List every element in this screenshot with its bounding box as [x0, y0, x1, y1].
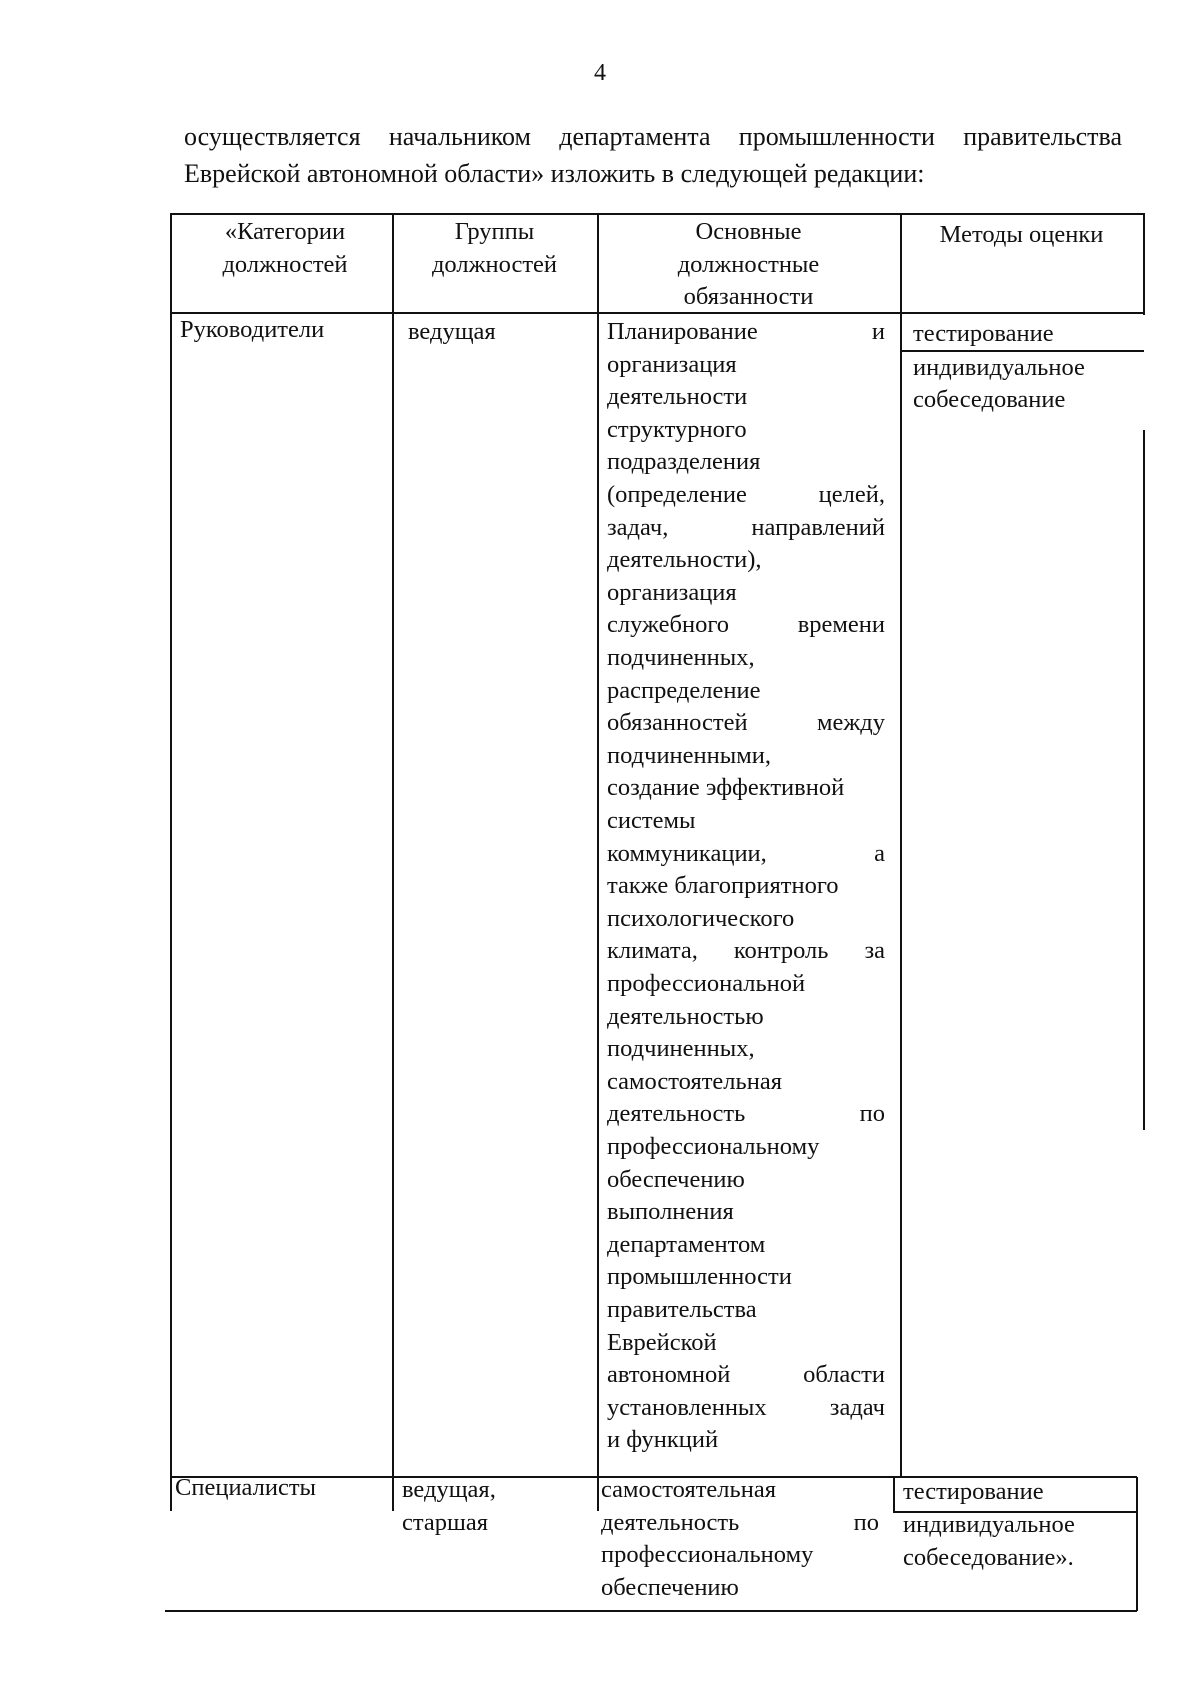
duty-line: [607, 838, 885, 871]
duty-line: [607, 772, 885, 805]
duty-word: климата,: [607, 937, 698, 965]
duty-word: обеспечению: [601, 1573, 739, 1601]
duty-word: также благоприятного: [607, 872, 839, 900]
duty-word: подразделения: [607, 448, 761, 476]
duty-line: [607, 1229, 885, 1262]
duty-line: [607, 577, 885, 610]
header-duties: Основные должностные обязанности: [677, 218, 820, 311]
header-methods: Методы оценки: [939, 221, 1104, 248]
duty-word: автономной: [607, 1361, 731, 1389]
row1-method-1: тестирование: [913, 320, 1054, 347]
duty-word: по: [859, 1100, 885, 1128]
duty-word: деятельность: [601, 1508, 740, 1536]
duty-word: департаментом: [607, 1230, 766, 1258]
duty-line: [607, 805, 885, 838]
header-category: «Категории должностей: [222, 218, 348, 278]
duty-word: области: [803, 1361, 885, 1389]
duty-line: [607, 1066, 885, 1099]
duty-word: Планирование: [607, 318, 758, 345]
duty-word: деятельности: [607, 383, 748, 411]
duty-word: самостоятельная: [601, 1476, 776, 1503]
duty-line: [607, 512, 885, 545]
table-border-bottom: [165, 1610, 1137, 1612]
duty-word: направлений: [751, 513, 885, 541]
duty-line: [607, 675, 885, 708]
duty-word: Еврейской: [607, 1328, 717, 1356]
duty-word: подчиненных,: [607, 644, 755, 671]
duty-word: и функций: [607, 1426, 719, 1454]
header-group: Группы должностей: [431, 218, 558, 278]
duty-word: распределение: [607, 676, 761, 704]
duty-word: деятельностью: [607, 1002, 764, 1030]
duty-word: организация: [607, 578, 737, 606]
duty-line: [607, 1164, 885, 1197]
duty-line: [607, 1261, 885, 1294]
duty-word: установленных: [607, 1393, 767, 1421]
duty-line: [607, 707, 885, 740]
duty-word: и: [871, 318, 885, 345]
duty-line: [607, 642, 885, 675]
duty-word: деятельность: [607, 1100, 746, 1128]
duty-word: промышленности: [607, 1263, 792, 1291]
duty-word: (определение: [607, 481, 747, 508]
duty-word: задач: [829, 1393, 885, 1421]
duty-word: по: [853, 1508, 879, 1536]
duty-word: создание эффективной: [607, 774, 845, 802]
duty-word: профессиональному: [607, 1133, 820, 1160]
duty-word: задач,: [607, 513, 669, 541]
table-border-right-bottom: [1136, 1477, 1138, 1611]
duty-line: [607, 414, 885, 447]
duty-word: самостоятельная: [607, 1067, 782, 1095]
duty-word: подчиненными,: [607, 741, 771, 769]
duty-word: профессиональной: [607, 970, 806, 997]
duty-line: [607, 740, 885, 773]
table-divider-1: [392, 213, 394, 1511]
duty-word: психологического: [607, 904, 795, 932]
table-border-right-mid: [1143, 430, 1145, 1130]
duty-word: обеспечению: [607, 1165, 745, 1193]
duty-line: [601, 1474, 879, 1507]
table-divider-3a: [900, 213, 902, 1477]
row1-group: ведущая: [408, 318, 496, 345]
duty-line: [607, 1327, 885, 1360]
duty-line: [607, 1033, 885, 1066]
duty-line: [607, 1392, 885, 1425]
duty-word: структурного: [607, 415, 747, 443]
duty-word: времени: [797, 611, 885, 639]
table-divider-2: [597, 213, 599, 1511]
duty-word: обязанностей: [607, 709, 748, 737]
duty-word: подчиненных,: [607, 1035, 755, 1063]
duty-line: [607, 1196, 885, 1229]
duty-line: [607, 1294, 885, 1327]
duty-line: [607, 1001, 885, 1034]
duty-word: а: [874, 839, 885, 867]
duty-line: [607, 609, 885, 642]
table-border-left: [170, 213, 172, 1511]
duty-line: [607, 544, 885, 577]
duty-word: организация: [607, 350, 737, 378]
duty-line: [607, 1131, 885, 1164]
duty-line: [607, 381, 885, 414]
duty-word: системы: [607, 807, 696, 834]
table-border-top: [170, 213, 1144, 215]
duty-line: [601, 1539, 879, 1572]
duty-word: коммуникации,: [607, 839, 767, 867]
row1-category: Руководители: [180, 316, 325, 343]
duty-line: [607, 316, 885, 349]
duty-line: [607, 935, 885, 968]
row2-category: Специалисты: [175, 1474, 317, 1501]
duty-line: [607, 1424, 885, 1457]
duty-word: выполнения: [607, 1198, 734, 1226]
duty-word: деятельности),: [607, 546, 762, 574]
duty-word: контроль: [733, 937, 829, 965]
duty-line: [607, 903, 885, 936]
row2-method-2: индивидуальное собеседование».: [903, 1511, 1075, 1571]
duty-line: [601, 1507, 879, 1540]
duty-line: [607, 1098, 885, 1131]
duty-word: целей,: [818, 481, 885, 508]
duty-word: профессиональному: [601, 1541, 814, 1569]
duty-line: [607, 870, 885, 903]
duty-line: [607, 968, 885, 1001]
row2-group: ведущая, старшая: [402, 1476, 496, 1536]
duty-line: [607, 1359, 885, 1392]
duty-word: между: [816, 709, 885, 737]
duty-word: служебного: [607, 611, 730, 639]
table-border-right-top: [1143, 213, 1145, 315]
duty-line: [607, 479, 885, 512]
duty-word: правительства: [607, 1296, 757, 1323]
duty-line: [607, 446, 885, 479]
row2-method-1: тестирование: [903, 1478, 1044, 1505]
page-number: 4: [594, 60, 606, 86]
duty-line: [607, 349, 885, 382]
duty-line: [601, 1572, 879, 1605]
table-divider-3b: [893, 1477, 895, 1511]
duty-word: за: [864, 937, 885, 965]
row1-method-2: индивидуальное собеседование: [913, 354, 1085, 413]
intro-paragraph: осуществляется начальником департамента промышленности правительства Еврейской автономной области» изложить в следующей редакции:: [184, 122, 1122, 188]
